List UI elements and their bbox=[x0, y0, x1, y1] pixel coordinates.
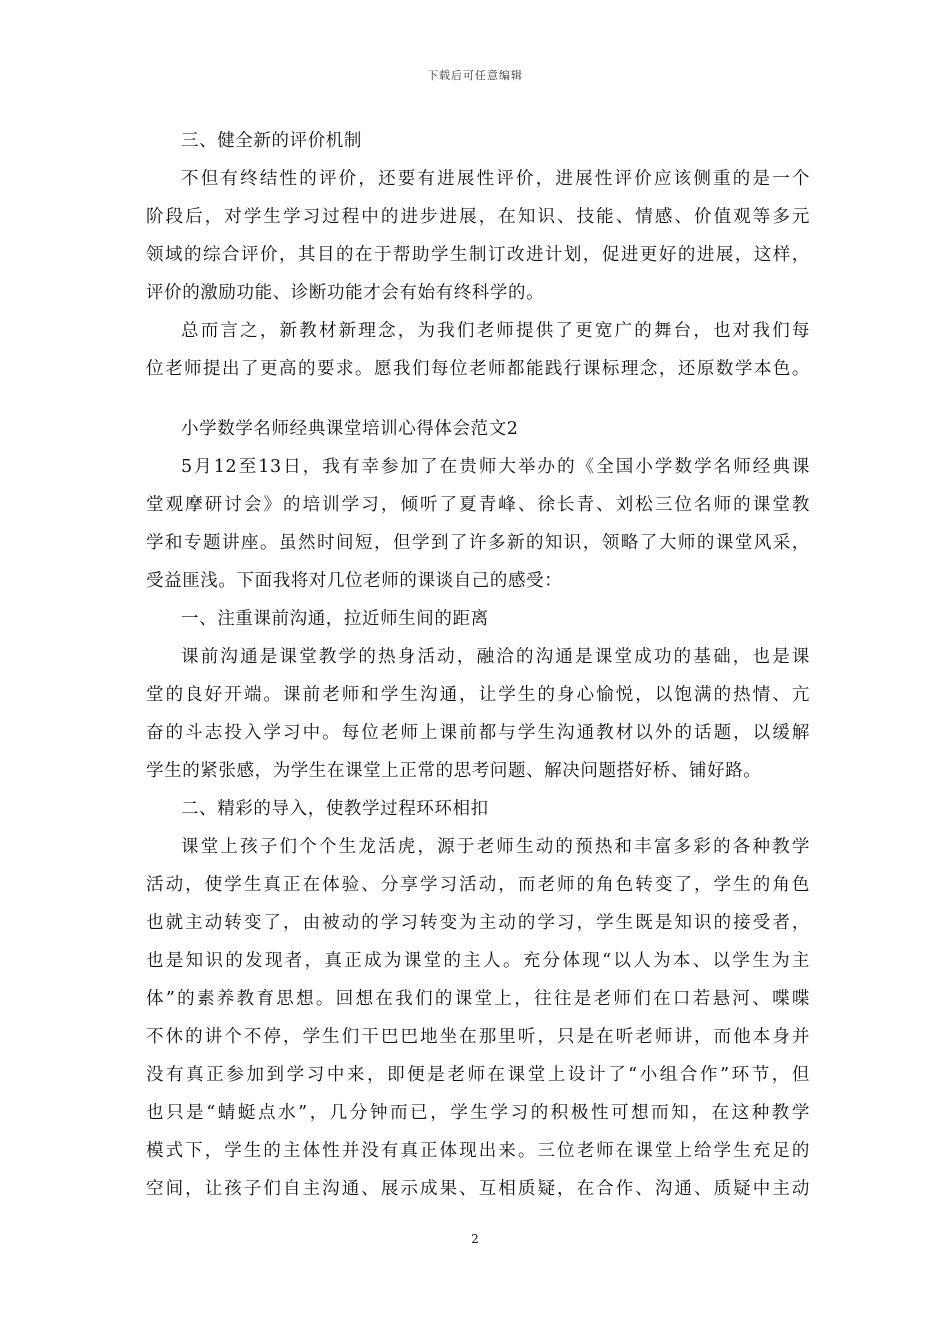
paragraph-line: 评价的激励功能、诊断功能才会有始有终科学的。 bbox=[146, 283, 545, 303]
section-heading: 三、健全新的评价机制 bbox=[181, 131, 362, 151]
paragraph-line: 领域的综合评价，其目的在于帮助学生制订改进计划，促进更好的进展，这样， bbox=[146, 245, 810, 265]
section-heading: 二、精彩的导入，使教学过程环环相扣 bbox=[181, 799, 489, 819]
paragraph-line: 堂观摩研讨会》的培训学习，倾听了夏青峰、徐长青、刘松三位名师的课堂教 bbox=[146, 495, 810, 515]
paragraph-line: 模式下，学生的主体性并没有真正体现出来。三位老师在课堂上给学生充足的 bbox=[146, 1141, 810, 1161]
article-title: 小学数学名师经典课堂培训心得体会范文2 bbox=[181, 419, 519, 439]
paragraph-line: 学生的紧张感，为学生在课堂上正常的思考问题、解决问题搭好桥、铺好路。 bbox=[146, 761, 762, 781]
paragraph-line: 不但有终结性的评价，还要有进展性评价，进展性评价应该侧重的是一个 bbox=[181, 169, 810, 189]
paragraph-line: 奋的斗志投入学习中。每位老师上课前都与学生沟通教材以外的话题，以缓解 bbox=[146, 723, 810, 743]
paragraph-line: 课堂上孩子们个个生龙活虎，源于老师生动的预热和丰富多彩的各种教学 bbox=[181, 837, 810, 857]
document-body bbox=[146, 122, 810, 1208]
section-gap bbox=[146, 388, 810, 410]
paragraph-line: 受益匪浅。下面我将对几位老师的课谈自己的感受： bbox=[146, 571, 563, 591]
paragraph-line: 没有真正参加到学习中来，即便是老师在课堂上设计了“小组合作”环节，但 bbox=[146, 1065, 810, 1085]
paragraph-line: 5月12至13日，我有幸参加了在贵师大举办的《全国小学数学名师经典课 bbox=[181, 457, 810, 477]
paragraph-line: 堂的良好开端。课前老师和学生沟通，让学生的身心愉悦，以饱满的热情、亢 bbox=[146, 685, 810, 705]
section-heading: 一、注重课前沟通，拉近师生间的距离 bbox=[181, 609, 489, 629]
paragraph-line: 空间，让孩子们自主沟通、展示成果、互相质疑，在合作、沟通、质疑中主动 bbox=[146, 1179, 810, 1199]
paragraph-line: 课前沟通是课堂教学的热身活动，融洽的沟通是课堂成功的基础，也是课 bbox=[181, 647, 810, 667]
paragraph-line: 学和专题讲座。虽然时间短，但学到了许多新的知识，领略了大师的课堂风采， bbox=[146, 533, 810, 553]
paragraph-line: 也就主动转变了，由被动的学习转变为主动的学习，学生既是知识的接受者， bbox=[146, 913, 810, 933]
paragraph-line: 也只是“蜻蜓点水”，几分钟而已，学生学习的积极性可想而知，在这种教学 bbox=[146, 1103, 810, 1123]
paragraph-line: 体”的素养教育思想。回想在我们的课堂上，往往是老师们在口若悬河、喋喋 bbox=[146, 989, 810, 1009]
paragraph-line: 活动，使学生真正在体验、分享学习活动，而老师的角色转变了，学生的角色 bbox=[146, 875, 810, 895]
header-note: 下载后可任意编辑 bbox=[427, 69, 523, 82]
paragraph-line: 也是知识的发现者，真正成为课堂的主人。充分体现“以人为本、以学生为主 bbox=[146, 951, 810, 971]
paragraph-line: 位老师提出了更高的要求。愿我们每位老师都能践行课标理念，还原数学本色。 bbox=[146, 359, 810, 379]
paragraph-line: 不休的讲个不停，学生们干巴巴地坐在那里听，只是在听老师讲，而他本身并 bbox=[146, 1027, 810, 1047]
page-number: 2 bbox=[471, 1232, 479, 1246]
paragraph-line: 阶段后，对学生学习过程中的进步进展，在知识、技能、情感、价值观等多元 bbox=[146, 207, 810, 227]
paragraph-line: 总而言之，新教材新理念，为我们老师提供了更宽广的舞台，也对我们每 bbox=[181, 321, 810, 341]
